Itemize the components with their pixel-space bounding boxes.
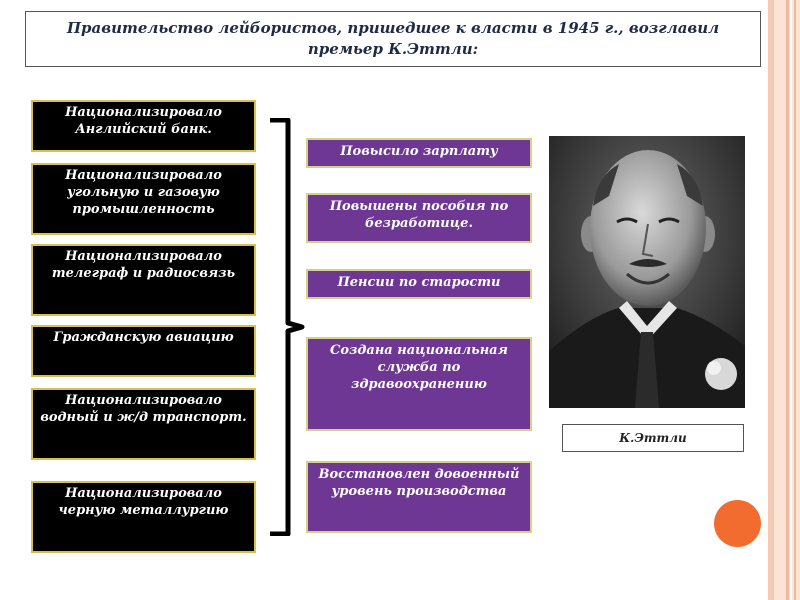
reform-label: Национализировало угольную и газовую промышленность — [65, 168, 222, 217]
social-box-pensions — [306, 269, 532, 299]
social-box-healthcare — [306, 337, 532, 431]
social-label: Повышены пособия по безработице. — [329, 199, 509, 231]
reform-box-metallurgy — [31, 481, 256, 553]
portrait-photo — [549, 136, 745, 408]
portrait-caption: К.Эттли — [619, 431, 687, 445]
social-box-unemployment — [306, 193, 532, 243]
side-decoration-line — [786, 0, 789, 600]
social-label: Повысило зарплату — [340, 144, 498, 159]
reform-box-coal-gas — [31, 163, 256, 235]
reform-label: Национализировало черную металлургию — [58, 486, 229, 518]
reform-label: Национализировало водный и ж/д транспорт. — [40, 393, 247, 425]
reform-box-bank — [31, 100, 256, 152]
portrait-image — [549, 136, 745, 408]
reform-label: Национализировало Английский банк. — [65, 105, 222, 137]
social-box-production — [306, 461, 532, 533]
social-box-salary — [306, 138, 532, 168]
social-label: Пенсии по старости — [337, 275, 501, 290]
reform-label: Гражданскую авиацию — [53, 330, 234, 345]
slide-title-box — [25, 11, 761, 67]
brace-connector — [268, 118, 308, 536]
decorative-circle — [714, 500, 761, 547]
reform-box-aviation — [31, 325, 256, 377]
reform-label: Национализировало телеграф и радиосвязь — [51, 249, 236, 281]
slide-title: Правительство лейбористов, пришедшее к власти в 1945 г., возглавил премьер К.Эттли: — [66, 19, 720, 58]
side-decoration-line — [794, 0, 796, 600]
social-label: Создана национальная служба по здравоохранению — [330, 343, 508, 392]
side-decoration-stripe — [768, 0, 774, 600]
reform-box-transport — [31, 388, 256, 460]
side-decoration-gap — [790, 0, 792, 600]
reform-box-telegraph — [31, 244, 256, 316]
social-label: Восстановлен довоенный уровень производства — [318, 467, 520, 499]
portrait-caption-box — [562, 424, 744, 452]
